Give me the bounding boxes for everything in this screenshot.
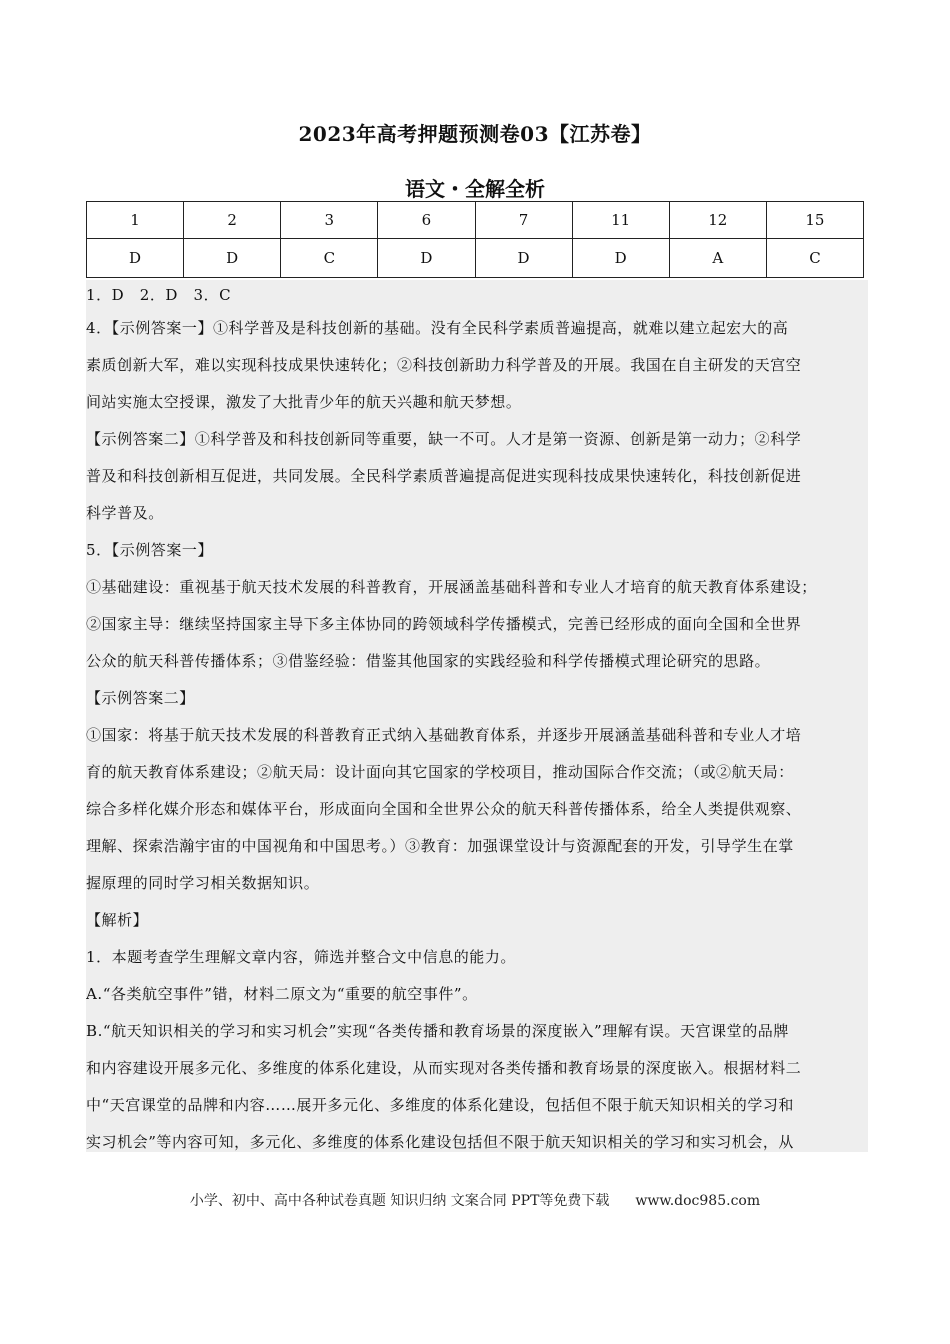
body-line: 和内容建设开展多元化、多维度的体系化建设，从而实现对各类传播和教育场景的深度嵌入。根据材料二 bbox=[86, 1059, 802, 1077]
footer-text: 小学、初中、高中各种试卷真题 知识归纳 文案合同 PPT等免费下载 bbox=[189, 1193, 610, 1209]
body-line: 育的航天教育体系建设；②航天局：设计面向其它国家的学校项目，推动国际合作交流；（或②航天局： bbox=[86, 763, 794, 781]
answer-cell: D bbox=[475, 239, 572, 278]
body-line: 【示例答案二】 bbox=[86, 689, 195, 707]
question-number-cell: 3 bbox=[281, 202, 378, 239]
body-line: 综合多样化媒介形态和媒体平台，形成面向全国和全世界公众的航天科普传播体系，给全人类提供观察、 bbox=[86, 800, 802, 818]
body-line: 握原理的同时学习相关数据知识。 bbox=[86, 874, 320, 892]
body-line: 理解、探索浩瀚宇宙的中国视角和中国思考。）③教育：加强课堂设计与资源配套的开发，引导学生在掌 bbox=[86, 837, 794, 855]
body-line: 普及和科技创新相互促进，共同发展。全民科学素质普遍提高促进实现科技成果快速转化，科技创新促进 bbox=[86, 467, 802, 485]
answer-table bbox=[86, 201, 864, 278]
body-line: ①基础建设：重视基于航天技术发展的科普教育，开展涵盖基础科普和专业人才培育的航天教育体系建设； bbox=[86, 578, 817, 596]
question-number-cell: 11 bbox=[572, 202, 669, 239]
body-line: 素质创新大军，难以实现科技成果快速转化；②科技创新助力科学普及的开展。我国在自主研发的天宫空 bbox=[86, 356, 802, 374]
page-footer bbox=[0, 1190, 950, 1210]
footer-url[interactable]: www.doc985.com bbox=[635, 1193, 761, 1209]
body-line: 【解析】 bbox=[86, 911, 149, 929]
body-line: 中“天宫课堂的品牌和内容……展开多元化、多维度的体系化建设，包括但不限于航天知识相关的学习和 bbox=[86, 1096, 794, 1114]
body-line: A.“各类航空事件”错，材料二原文为“重要的航空事件”。 bbox=[86, 985, 478, 1003]
body-line: 5．【示例答案一】 bbox=[86, 541, 213, 559]
answer-cell: C bbox=[281, 239, 378, 278]
body-line: 实习机会”等内容可知，多元化、多维度的体系化建设包括但不限于航天知识相关的学习和实习机会，从 bbox=[86, 1133, 794, 1151]
answer-explanation-body bbox=[86, 280, 868, 1152]
document-title: 2023年高考押题预测卷03【江苏卷】 bbox=[298, 122, 652, 146]
answer-table-number-row bbox=[87, 202, 864, 239]
body-line: 公众的航天科普传播体系；③借鉴经验：借鉴其他国家的实践经验和科学传播模式理论研究的思路。 bbox=[86, 652, 771, 670]
question-number-cell: 6 bbox=[378, 202, 475, 239]
answer-cell: D bbox=[184, 239, 281, 278]
answer-cell: D bbox=[378, 239, 475, 278]
document-subtitle: 语文・全解全析 bbox=[405, 177, 545, 201]
answer-cell: D bbox=[87, 239, 184, 278]
answer-cell: D bbox=[572, 239, 669, 278]
question-number-cell: 15 bbox=[766, 202, 863, 239]
answer-table-answer-row bbox=[87, 239, 864, 278]
body-line: ②国家主导：继续坚持国家主导下多主体协同的跨领域科学传播模式，完善已经形成的面向全国和全世界 bbox=[86, 615, 802, 633]
body-line: 【示例答案二】①科学普及和科技创新同等重要，缺一不可。人才是第一资源、创新是第一动力；②科学 bbox=[86, 430, 802, 448]
question-number-cell: 2 bbox=[184, 202, 281, 239]
body-line: ①国家：将基于航天技术发展的科普教育正式纳入基础教育体系，并逐步开展涵盖基础科普和专业人才培 bbox=[86, 726, 802, 744]
body-line: 1．本题考查学生理解文章内容，筛选并整合文中信息的能力。 bbox=[86, 948, 516, 966]
question-number-cell: 12 bbox=[669, 202, 766, 239]
answer-cell: C bbox=[766, 239, 863, 278]
body-line: 4．【示例答案一】①科学普及是科技创新的基础。没有全民科学素质普遍提高，就难以建立起宏大的高 bbox=[86, 319, 789, 337]
body-line: 科学普及。 bbox=[86, 504, 164, 522]
question-number-cell: 1 bbox=[87, 202, 184, 239]
body-line: 间站实施太空授课，激发了大批青少年的航天兴趣和航天梦想。 bbox=[86, 393, 522, 411]
body-line: 1．D 2．D 3．C bbox=[86, 286, 232, 304]
question-number-cell: 7 bbox=[475, 202, 572, 239]
answer-cell: A bbox=[669, 239, 766, 278]
body-line: B.“航天知识相关的学习和实习机会”实现“各类传播和教育场景的深度嵌入”理解有误。天宫课堂的品牌 bbox=[86, 1022, 789, 1040]
